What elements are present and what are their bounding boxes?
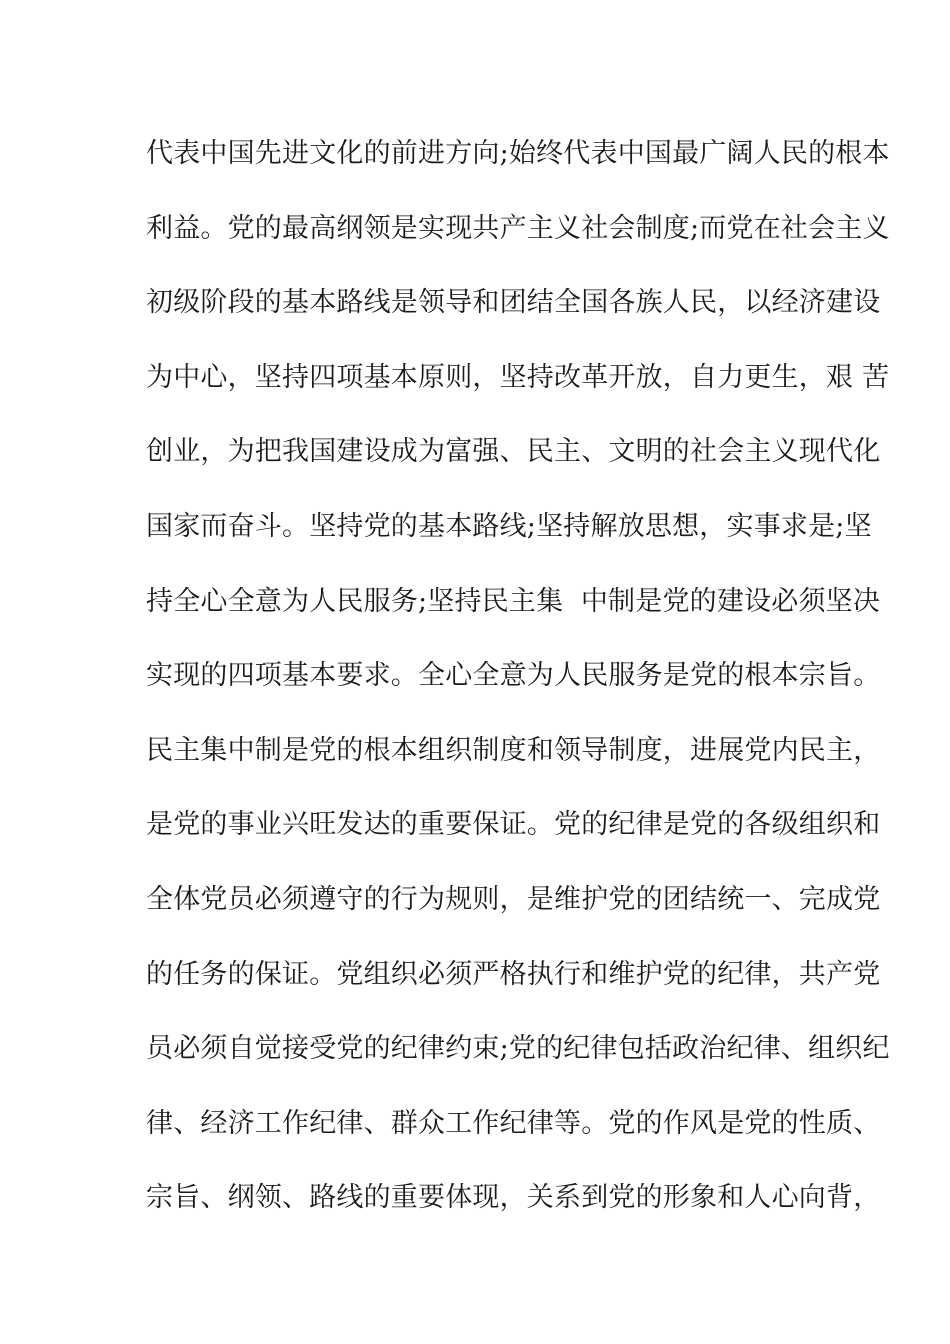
text-line-8: 实现的四项基本要求。全心全意为人民服务是党的根本宗旨。: [146, 660, 881, 692]
text-line-13: 员必须自觉接受党的纪律约束;党的纪律包括政治纪律、组织纪: [146, 1033, 890, 1065]
text-line-4: 为中心，坚持四项基本原则，坚持改革开放，自力更生，艰 苦: [146, 361, 890, 393]
text-line-3: 初级阶段的基本路线是领导和团结全国各族人民，以经济建设: [146, 287, 881, 319]
text-line-9: 民主集中制是党的根本组织制度和领导制度，进展党内民主，: [146, 734, 881, 766]
text-line-5: 创业，为把我国建设成为富强、民主、文明的社会主义现代化: [146, 436, 881, 468]
text-line-7: 持全心全意为人民服务;坚持民主集 中制是党的建设必须坚决: [146, 585, 881, 617]
text-line-6: 国家而奋斗。坚持党的基本路线;坚持解放思想，实事求是;坚: [146, 510, 872, 542]
text-line-11: 全体党员必须遵守的行为规则，是维护党的团结统一、完成党: [146, 883, 881, 915]
text-line-10: 是党的事业兴旺发达的重要保证。党的纪律是党的各级组织和: [146, 809, 881, 841]
text-line-2: 利益。党的最高纲领是实现共产主义社会制度;而党在社会主义: [146, 212, 890, 244]
text-line-12: 的任务的保证。党组织必须严格执行和维护党的纪律，共产党: [146, 958, 881, 990]
text-line-15: 宗旨、纲领、路线的重要体现，关系到党的形象和人心向背，: [146, 1182, 881, 1214]
text-line-14: 律、经济工作纪律、群众工作纪律等。党的作风是党的性质、: [146, 1107, 881, 1139]
text-line-1: 代表中国先进文化的前进方向;始终代表中国最广阔人民的根本: [146, 138, 890, 169]
body-text: [146, 124, 890, 1243]
